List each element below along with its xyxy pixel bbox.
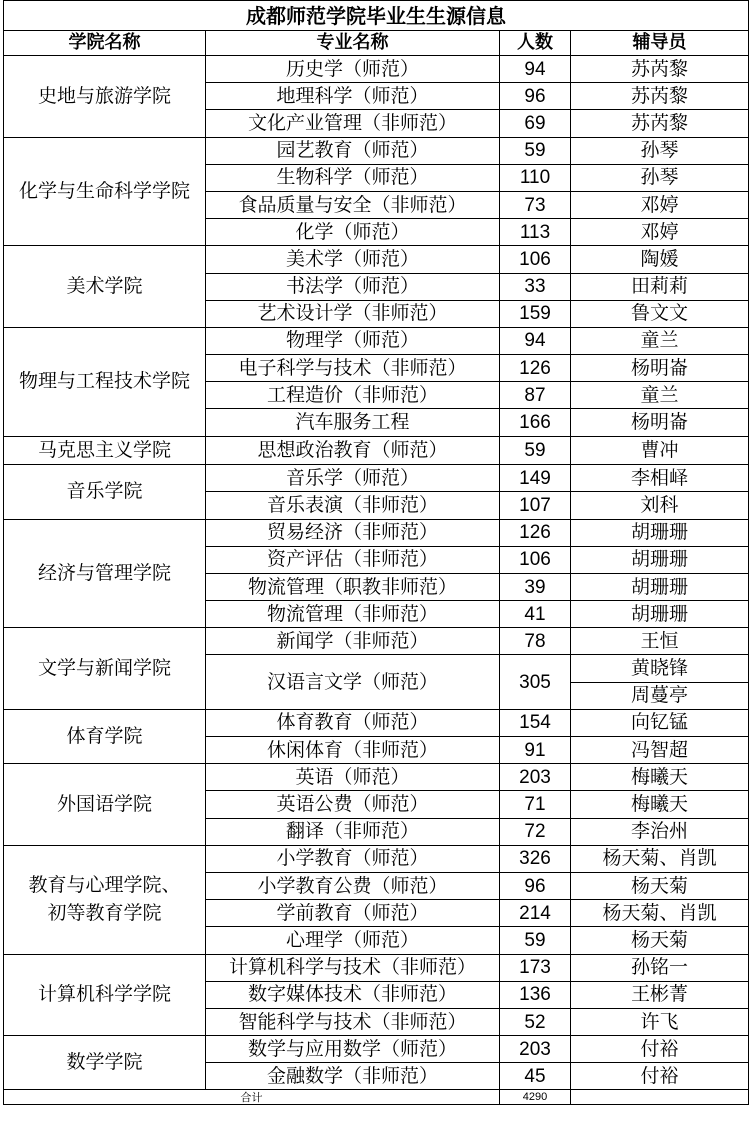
major-cell: 小学教育公费（师范）: [206, 872, 500, 899]
college-cell: 文学与新闻学院: [4, 628, 206, 710]
major-cell: 地理科学（师范）: [206, 83, 500, 110]
major-cell: 金融数学（非师范）: [206, 1063, 500, 1090]
counselor-cell: 童兰: [571, 382, 749, 409]
major-cell: 英语公费（师范）: [206, 791, 500, 818]
table-row: [4, 628, 749, 655]
table-row: [4, 327, 749, 354]
college-cell: 化学与生命科学学院: [4, 137, 206, 246]
count-cell: 59: [500, 927, 571, 954]
count-cell: 166: [500, 409, 571, 436]
college-cell: 音乐学院: [4, 465, 206, 519]
college-cell: [4, 845, 206, 954]
counselor-cell: 许飞: [571, 1008, 749, 1035]
major-cell: 音乐表演（非师范）: [206, 492, 500, 519]
major-cell: 英语（师范）: [206, 764, 500, 791]
count-cell: 33: [500, 273, 571, 300]
college-name-line: 初等教育学院: [47, 901, 162, 924]
major-cell: 思想政治教育（师范）: [206, 436, 500, 465]
count-cell: 107: [500, 492, 571, 519]
college-cell: 外国语学院: [4, 764, 206, 846]
major-cell: 电子科学与技术（非师范）: [206, 355, 500, 382]
counselor-cell: 刘科: [571, 492, 749, 519]
counselor-cell: 田莉莉: [571, 273, 749, 300]
major-cell: 汉语言文学（师范）: [206, 655, 500, 709]
counselor-cell: 周蔓亭: [571, 682, 749, 709]
count-cell: 106: [500, 246, 571, 273]
count-cell: 154: [500, 709, 571, 736]
counselor-cell: 李相峄: [571, 465, 749, 492]
counselor-cell: 胡珊珊: [571, 546, 749, 573]
table-row: [4, 519, 749, 546]
count-cell: 173: [500, 954, 571, 981]
table-row: [4, 246, 749, 273]
table-row: [4, 764, 749, 791]
college-cell: 物理与工程技术学院: [4, 327, 206, 436]
counselor-cell: 杨明崙: [571, 355, 749, 382]
counselor-cell: 黄晓锋: [571, 655, 749, 682]
header-count: 人数: [500, 31, 571, 56]
count-cell: 126: [500, 519, 571, 546]
total-empty: [571, 1090, 749, 1105]
counselor-cell: 杨明崙: [571, 409, 749, 436]
major-cell: 心理学（师范）: [206, 927, 500, 954]
count-cell: 305: [500, 655, 571, 709]
major-cell: 艺术设计学（非师范）: [206, 300, 500, 327]
count-cell: 41: [500, 601, 571, 628]
counselor-cell: 曹冲: [571, 436, 749, 465]
major-cell: 智能科学与技术（非师范）: [206, 1008, 500, 1035]
college-cell: 体育学院: [4, 709, 206, 763]
major-cell: 食品质量与安全（非师范）: [206, 191, 500, 218]
counselor-cell: 梅曦天: [571, 791, 749, 818]
table-row: [4, 1036, 749, 1063]
major-cell: 历史学（师范）: [206, 56, 500, 83]
counselor-cell: 王彬菁: [571, 981, 749, 1008]
major-cell: 资产评估（非师范）: [206, 546, 500, 573]
table-row: [4, 709, 749, 736]
major-cell: 计算机科学与技术（非师范）: [206, 954, 500, 981]
counselor-cell: 苏芮黎: [571, 83, 749, 110]
count-cell: 203: [500, 764, 571, 791]
total-label: 合计: [4, 1090, 500, 1105]
counselor-cell: 胡珊珊: [571, 519, 749, 546]
count-cell: 71: [500, 791, 571, 818]
college-cell: 经济与管理学院: [4, 519, 206, 628]
count-cell: 136: [500, 981, 571, 1008]
major-cell: 新闻学（非师范）: [206, 628, 500, 655]
count-cell: 69: [500, 110, 571, 137]
table-row: [4, 56, 749, 83]
counselor-cell: 胡珊珊: [571, 573, 749, 600]
graduate-source-table: [3, 0, 749, 1105]
major-cell: 体育教育（师范）: [206, 709, 500, 736]
major-cell: 园艺教育（师范）: [206, 137, 500, 164]
table-title: 成都师范学院毕业生生源信息: [4, 1, 749, 31]
counselor-cell: 付裕: [571, 1063, 749, 1090]
counselor-cell: 鲁文文: [571, 300, 749, 327]
count-cell: 78: [500, 628, 571, 655]
counselor-cell: 苏芮黎: [571, 56, 749, 83]
counselor-cell: 杨天菊、肖凯: [571, 845, 749, 872]
count-cell: 45: [500, 1063, 571, 1090]
count-cell: 72: [500, 818, 571, 845]
college-cell: 数学学院: [4, 1036, 206, 1090]
count-cell: 96: [500, 872, 571, 899]
count-cell: 91: [500, 737, 571, 764]
total-count: 4290: [500, 1090, 571, 1105]
major-cell: 休闲体育（非师范）: [206, 737, 500, 764]
counselor-cell: 陶媛: [571, 246, 749, 273]
count-cell: 52: [500, 1008, 571, 1035]
counselor-cell: 冯智超: [571, 737, 749, 764]
count-cell: 110: [500, 164, 571, 191]
counselor-cell: 孙琴: [571, 137, 749, 164]
table-row: [4, 465, 749, 492]
college-name-line: 教育与心理学院、: [28, 874, 181, 897]
major-cell: 文化产业管理（非师范）: [206, 110, 500, 137]
counselor-cell: 童兰: [571, 327, 749, 354]
major-cell: 小学教育（师范）: [206, 845, 500, 872]
counselor-cell: 孙铭一: [571, 954, 749, 981]
count-cell: 214: [500, 900, 571, 927]
count-cell: 96: [500, 83, 571, 110]
major-cell: 生物科学（师范）: [206, 164, 500, 191]
college-cell: 美术学院: [4, 246, 206, 328]
total-row: [4, 1090, 749, 1105]
college-cell: 计算机科学学院: [4, 954, 206, 1036]
count-cell: 94: [500, 56, 571, 83]
major-cell: 书法学（师范）: [206, 273, 500, 300]
counselor-cell: 杨天菊: [571, 872, 749, 899]
count-cell: 203: [500, 1036, 571, 1063]
table-row: [4, 954, 749, 981]
counselor-cell: 杨天菊: [571, 927, 749, 954]
major-cell: 汽车服务工程: [206, 409, 500, 436]
college-cell: 史地与旅游学院: [4, 56, 206, 138]
counselor-cell: 邓婷: [571, 219, 749, 246]
count-cell: 59: [500, 436, 571, 465]
counselor-cell: 胡珊珊: [571, 601, 749, 628]
table-row: [4, 436, 749, 465]
counselor-cell: 付裕: [571, 1036, 749, 1063]
table-row: [4, 845, 749, 872]
major-cell: 物理学（师范）: [206, 327, 500, 354]
count-cell: 113: [500, 219, 571, 246]
counselor-cell: 孙琴: [571, 164, 749, 191]
table-row: [4, 137, 749, 164]
count-cell: 87: [500, 382, 571, 409]
major-cell: 贸易经济（非师范）: [206, 519, 500, 546]
major-cell: 物流管理（职教非师范）: [206, 573, 500, 600]
header-college: 学院名称: [4, 31, 206, 56]
counselor-cell: 向钇锰: [571, 709, 749, 736]
counselor-cell: 杨天菊、肖凯: [571, 900, 749, 927]
major-cell: 音乐学（师范）: [206, 465, 500, 492]
counselor-cell: 李治州: [571, 818, 749, 845]
count-cell: 149: [500, 465, 571, 492]
header-major: 专业名称: [206, 31, 500, 56]
major-cell: 工程造价（非师范）: [206, 382, 500, 409]
major-cell: 翻译（非师范）: [206, 818, 500, 845]
counselor-cell: 梅曦天: [571, 764, 749, 791]
count-cell: 326: [500, 845, 571, 872]
major-cell: 学前教育（师范）: [206, 900, 500, 927]
count-cell: 73: [500, 191, 571, 218]
count-cell: 106: [500, 546, 571, 573]
counselor-cell: 王恒: [571, 628, 749, 655]
major-cell: 美术学（师范）: [206, 246, 500, 273]
counselor-cell: 苏芮黎: [571, 110, 749, 137]
major-cell: 数字媒体技术（非师范）: [206, 981, 500, 1008]
header-counselor: 辅导员: [571, 31, 749, 56]
major-cell: 数学与应用数学（师范）: [206, 1036, 500, 1063]
major-cell: 物流管理（非师范）: [206, 601, 500, 628]
major-cell: 化学（师范）: [206, 219, 500, 246]
count-cell: 94: [500, 327, 571, 354]
count-cell: 159: [500, 300, 571, 327]
count-cell: 126: [500, 355, 571, 382]
count-cell: 59: [500, 137, 571, 164]
college-cell: 马克思主义学院: [4, 436, 206, 465]
count-cell: 39: [500, 573, 571, 600]
counselor-cell: 邓婷: [571, 191, 749, 218]
